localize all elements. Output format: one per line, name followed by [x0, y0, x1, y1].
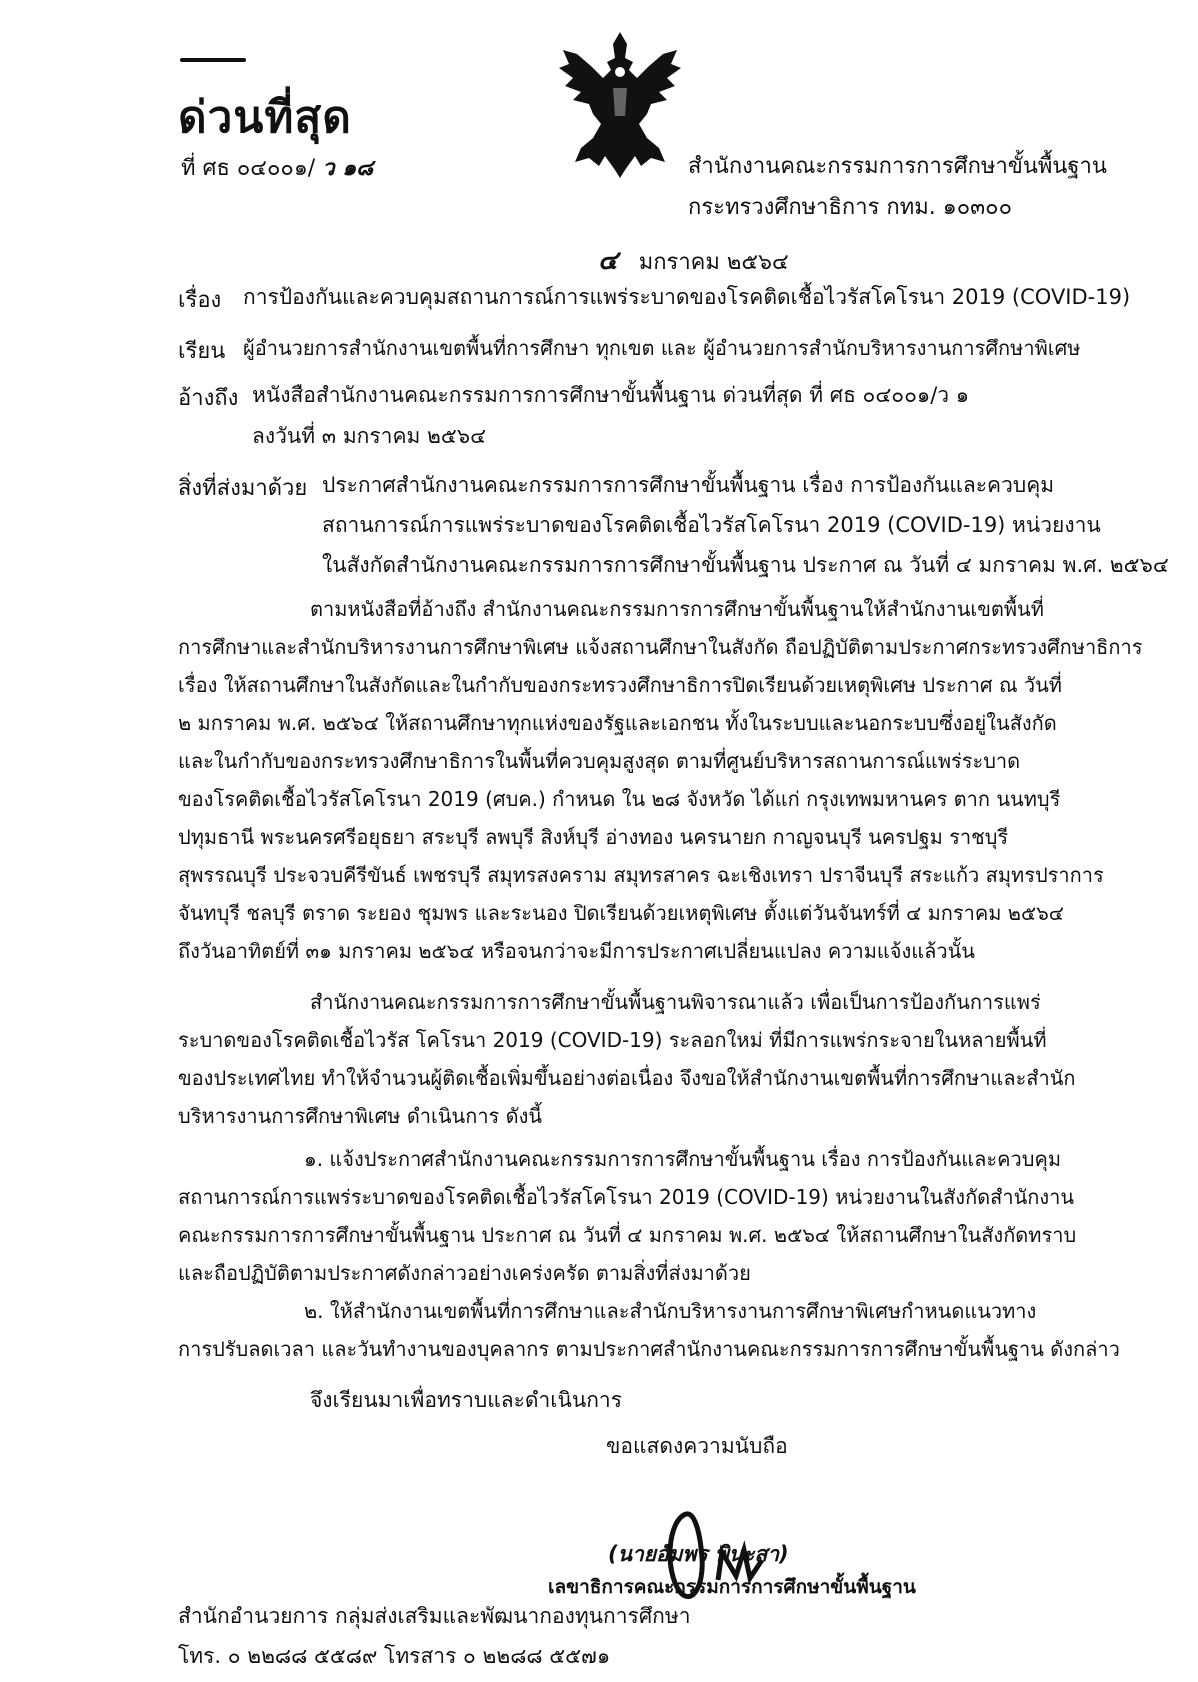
document-number	[181, 150, 373, 185]
office-address: กระทรวงศึกษาธิการ กทม. ๑๐๓๐๐	[688, 195, 1013, 220]
paragraph-line: ปทุมธานี พระนครศรีอยุธยา สระบุรี ลพบุรี สิงห์บุรี อ่างทอง นครนายก กาญจนบุรี นครปฐม ราชบุรี	[178, 825, 1009, 849]
paragraph-line: ของประเทศไทย ทำให้จำนวนผู้ติดเชื้อเพิ่มขึ้นอย่างต่อเนื่อง จึงขอให้สำนักงานเขตพื้นที่การศึกษาและสำนัก	[178, 1066, 1076, 1090]
paragraph-line: ระบาดของโรคติดเชื้อไวรัส โคโรนา 2019 (COVID-19) ระลอกใหม่ ที่มีการแพร่กระจายในหลายพื้นที่	[178, 1028, 1047, 1052]
reference-line-1: หนังสือสำนักงานคณะกรรมการการศึกษาขั้นพื้นฐาน ด่วนที่สุด ที่ ศธ ๐๔๐๐๑/ว ๑	[252, 383, 970, 407]
paragraph-line: ตามหนังสือที่อ้างถึง สำนักงานคณะกรรมการการศึกษาขั้นพื้นฐานให้สำนักงานเขตพื้นที่	[310, 597, 1044, 621]
paragraph-line: ของโรคติดเชื้อไวรัสโคโรนา 2019 (ศบค.) กำหนด ใน ๒๘ จังหวัด ได้แก่ กรุงเทพมหานคร ตาก นนทบุรี	[178, 787, 1061, 811]
issuing-office: สำนักงานคณะกรรมการการศึกษาขั้นพื้นฐาน	[688, 154, 1107, 179]
recipient-text: ผู้อำนวยการสำนักงานเขตพื้นที่การศึกษา ทุกเขต และ ผู้อำนวยการสำนักบริหารงานการศึกษาพิเศษ	[243, 336, 1081, 360]
signer-name: (นายอัมพร พินะสา)	[608, 1542, 789, 1566]
paragraph-line: คณะกรรมการการศึกษาขั้นพื้นฐาน ประกาศ ณ วันที่ ๔ มกราคม พ.ศ. ๒๕๖๔ ให้สถานศึกษาในสังกัดทราบ	[178, 1223, 1077, 1247]
paragraph-line: การศึกษาและสำนักบริหารงานการศึกษาพิเศษ แจ้งสถานศึกษาในสังกัด ถือปฏิบัติตามประกาศกระทรวงศึกษาธิการ	[178, 635, 1143, 659]
body-item-2	[178, 1292, 1120, 1368]
document-number-handwritten: ว ๑๘	[322, 156, 374, 181]
enclosure-line-3: ในสังกัดสำนักงานคณะกรรมการการศึกษาขั้นพื้นฐาน ประกาศ ณ วันที่ ๔ มกราคม พ.ศ. ๒๕๖๔	[322, 553, 1169, 577]
closing-request: จึงเรียนมาเพื่อทราบและดำเนินการ	[310, 1388, 622, 1412]
paragraph-line: สุพรรณบุรี ประจวบคีรีขันธ์ เพชรบุรี สมุทรสงคราม สมุทรสาคร ฉะเชิงเทรา ปราจีนบุรี สระแก้ว สมุทรปราการ	[178, 863, 1104, 887]
footer-contact: โทร. ๐ ๒๒๘๘ ๕๕๘๙ โทรสาร ๐ ๒๒๘๘ ๕๕๗๑	[178, 1644, 611, 1668]
footer-department: สำนักอำนวยการ กลุ่มส่งเสริมและพัฒนากองทุนการศึกษา	[178, 1604, 691, 1628]
signer-position: เลขาธิการคณะกรรมการการศึกษาขั้นพื้นฐาน	[548, 1576, 916, 1598]
body-paragraph-1	[178, 590, 1143, 970]
paragraph-line: บริหารงานการศึกษาพิเศษ ดำเนินการ ดังนี้	[178, 1104, 543, 1128]
letter-date	[598, 240, 789, 281]
paragraph-line: ถึงวันอาทิตย์ที่ ๓๑ มกราคม ๒๕๖๔ หรือจนกว่าจะมีการประกาศเปลี่ยนแปลง ความแจ้งแล้วนั้น	[178, 939, 975, 963]
paragraph-line: ๑. แจ้งประกาศสำนักงานคณะกรรมการการศึกษาขั้นพื้นฐาน เรื่อง การป้องกันและควบคุม	[304, 1147, 1062, 1171]
reference-label: อ้างถึง	[178, 386, 239, 411]
body-paragraph-2	[178, 983, 1094, 1135]
urgency-heading: ด่วนที่สุด	[178, 92, 352, 143]
document-number-prefix: ที่ ศธ ๐๔๐๐๑/	[181, 156, 316, 181]
body-item-1	[178, 1140, 1094, 1292]
reference-line-2: ลงวันที่ ๓ มกราคม ๒๕๖๔	[252, 424, 486, 448]
paragraph-line: จันทบุรี ชลบุรี ตราด ระยอง ชุมพร และระนอง ปิดเรียนด้วยเหตุพิเศษ ตั้งแต่วันจันทร์ที่ ๔ มกราคม ๒๕๖๔	[178, 901, 1064, 925]
paragraph-line: การปรับลดเวลา และวันทำงานของบุคลากร ตามประกาศสำนักงานคณะกรรมการการศึกษาขั้นพื้นฐาน ดังกล่าว	[178, 1337, 1120, 1361]
paragraph-line: สถานการณ์การแพร่ระบาดของโรคติดเชื้อไวรัสโคโรนา 2019 (COVID-19) หน่วยงานในสังกัดสำนักงาน	[178, 1185, 1075, 1209]
paragraph-line: และในกำกับของกระทรวงศึกษาธิการในพื้นที่ควบคุมสูงสุด ตามที่ศูนย์บริหารสถานการณ์แพร่ระบาด	[178, 749, 1021, 773]
paragraph-line: ๒ มกราคม พ.ศ. ๒๕๖๔ ให้สถานศึกษาทุกแห่งของรัฐและเอกชน ทั้งในระบบและนอกระบบซึ่งอยู่ในสังกัด	[178, 711, 1057, 735]
enclosure-label: สิ่งที่ส่งมาด้วย	[178, 476, 308, 501]
date-day-handwritten: ๔	[598, 246, 618, 276]
paragraph-line: เรื่อง ให้สถานศึกษาในสังกัดและในกำกับของกระทรวงศึกษาธิการปิดเรียนด้วยเหตุพิเศษ ประกาศ ณ วันที่	[178, 673, 1062, 697]
garuda-emblem-icon	[555, 28, 685, 180]
paragraph-line: ๒. ให้สำนักงานเขตพื้นที่การศึกษาและสำนักบริหารงานการศึกษาพิเศษกำหนดแนวทาง	[304, 1299, 1037, 1323]
urgency-underline	[180, 58, 246, 62]
recipient-label: เรียน	[178, 339, 226, 364]
subject-text: การป้องกันและควบคุมสถานการณ์การแพร่ระบาดของโรคติดเชื้อไวรัสโคโรนา 2019 (COVID-19)	[243, 285, 1131, 309]
paragraph-line: สำนักงานคณะกรรมการการศึกษาขั้นพื้นฐานพิจารณาแล้ว เพื่อเป็นการป้องกันการแพร่	[310, 990, 1041, 1014]
enclosure-line-2: สถานการณ์การแพร่ระบาดของโรคติดเชื้อไวรัสโคโรนา 2019 (COVID-19) หน่วยงาน	[322, 513, 1101, 537]
complimentary-close: ขอแสดงความนับถือ	[606, 1434, 788, 1458]
date-month-year: มกราคม ๒๕๖๔	[638, 250, 789, 275]
paragraph-line: และถือปฏิบัติตามประกาศดังกล่าวอย่างเคร่งครัด ตามสิ่งที่ส่งมาด้วย	[178, 1261, 751, 1285]
enclosure-line-1: ประกาศสำนักงานคณะกรรมการการศึกษาขั้นพื้นฐาน เรื่อง การป้องกันและควบคุม	[322, 473, 1055, 497]
subject-label: เรื่อง	[178, 288, 222, 313]
